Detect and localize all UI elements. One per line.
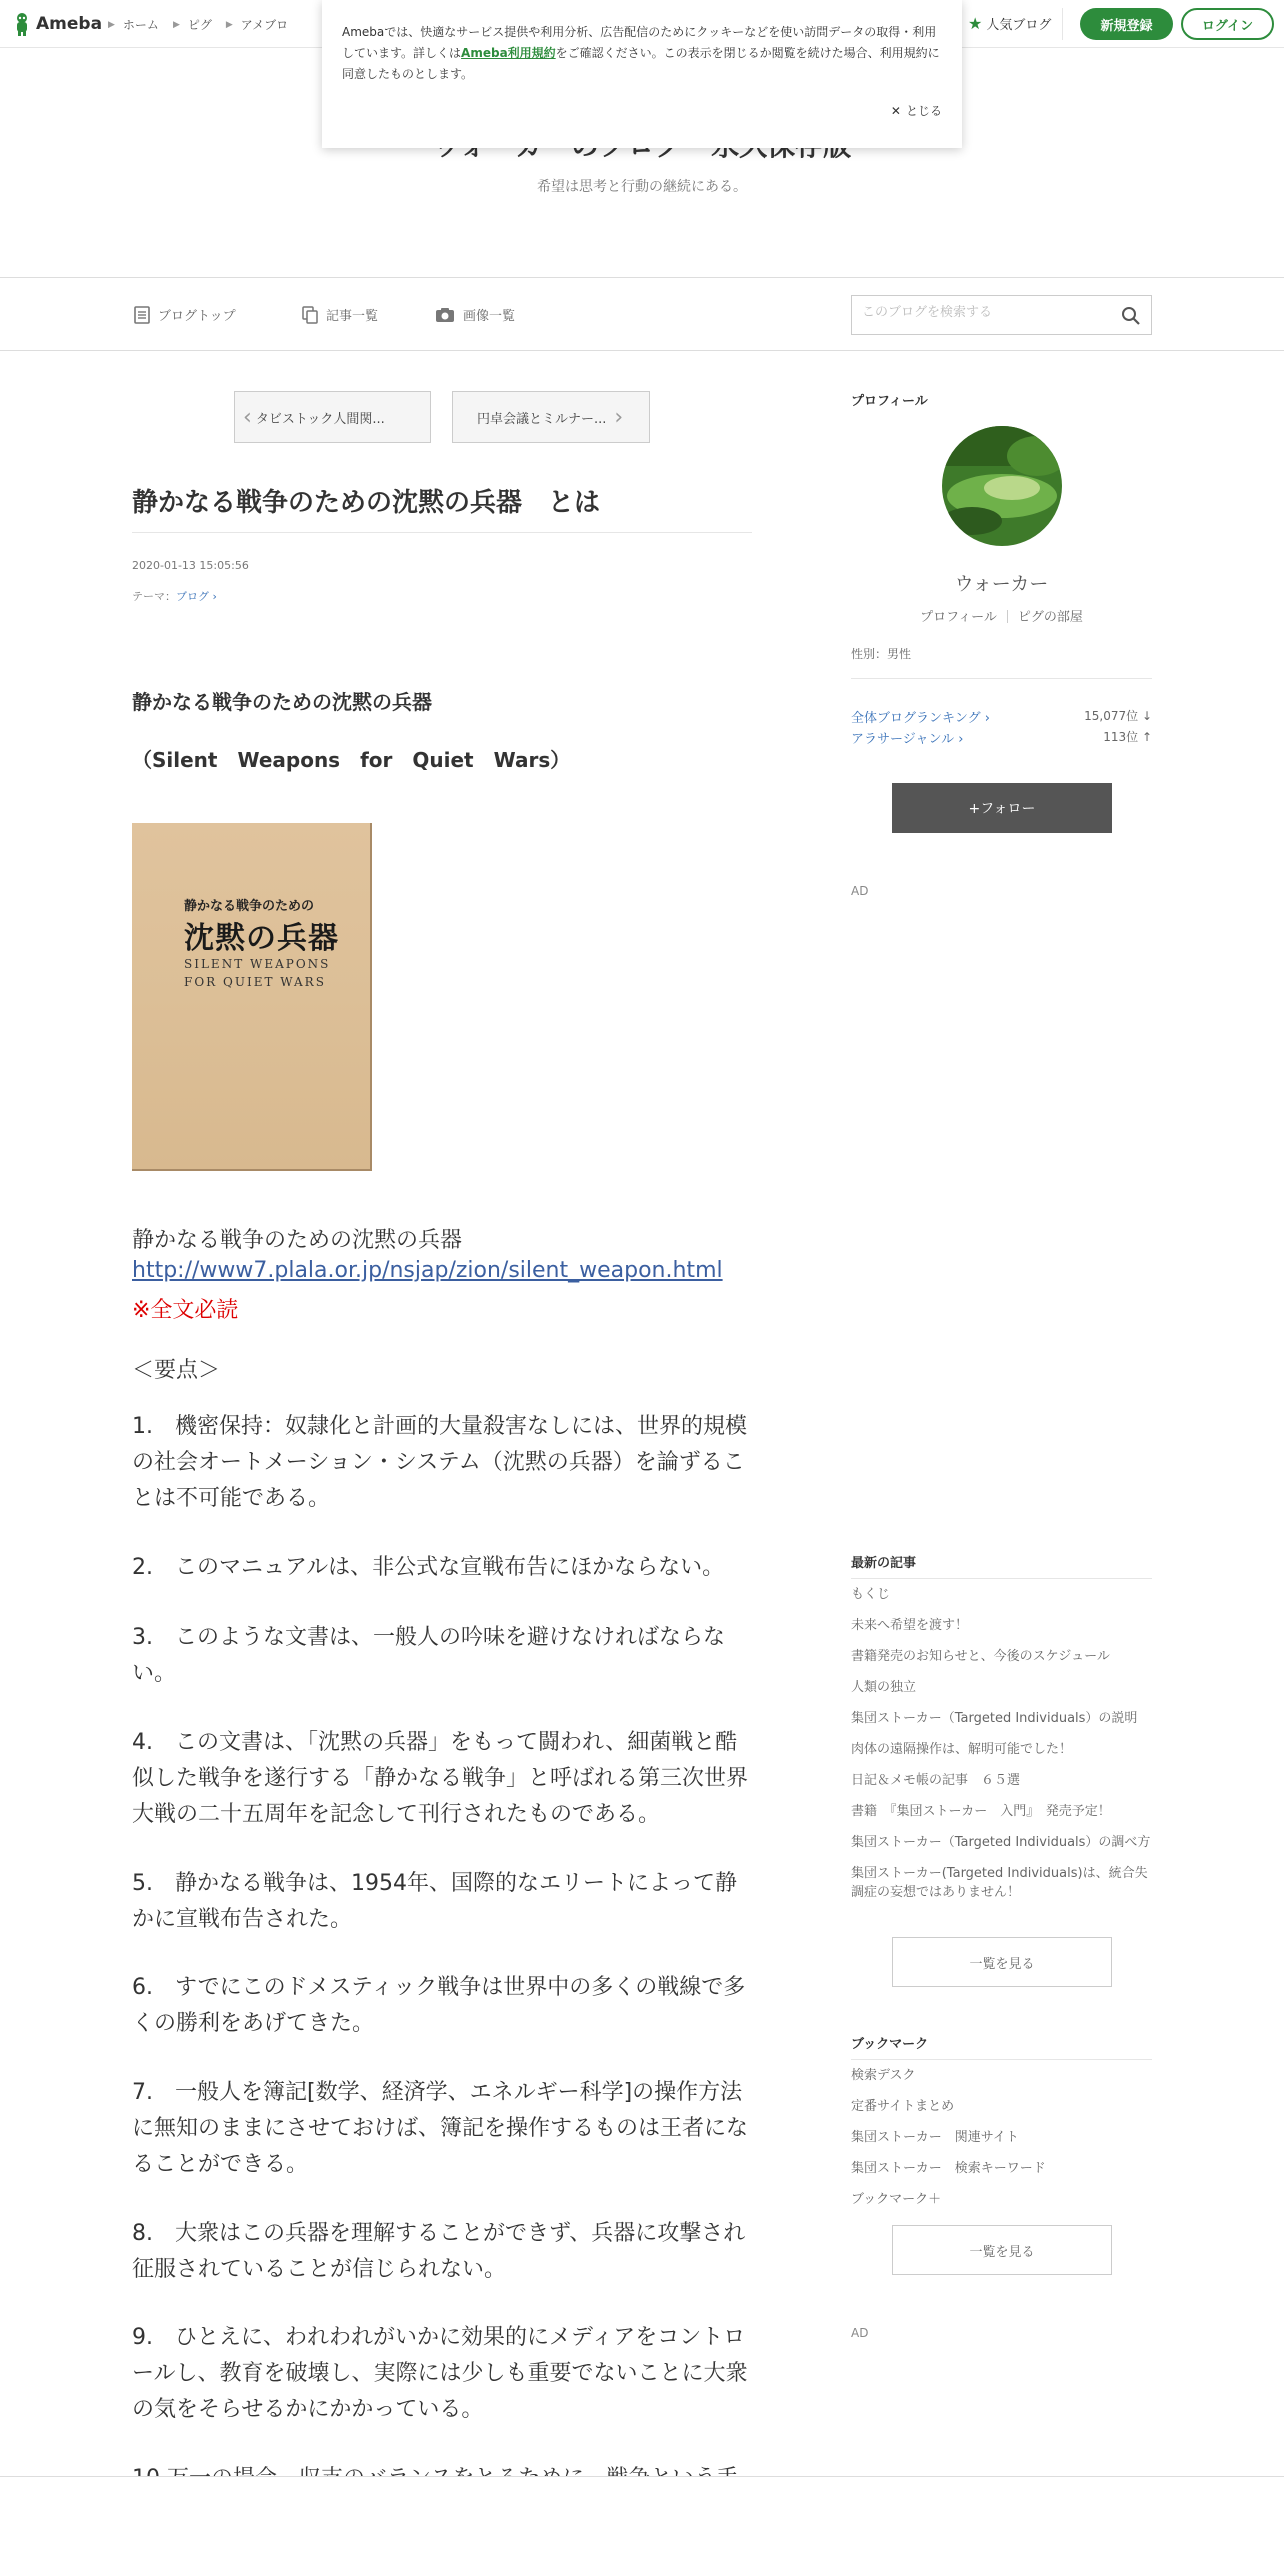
ameba-mascot-icon xyxy=(12,12,32,36)
point-3: 3. このような文書は、一般人の吟味を避けなければならない。 xyxy=(132,1625,725,1686)
ranking-row-genre[interactable]: アラサージャンル › 113位 ↑ xyxy=(851,730,1152,747)
blog-nav xyxy=(0,277,1284,351)
bookmark-heading: ブックマーク xyxy=(851,2037,929,2052)
next-entry-link[interactable]: 円卓会議とミルナー... › xyxy=(452,391,650,443)
latest-entry[interactable]: 未来へ希望を渡す！ xyxy=(851,1618,969,1633)
images-link[interactable]: 画像一覧 xyxy=(435,305,515,324)
point-5: 5. 静かなる戦争は、1954年、国際的なエリートによって静かに宣戦布告された。 xyxy=(132,1871,737,1932)
article-date: 2020-01-13 15:05:56 xyxy=(132,559,249,572)
bookmark-item[interactable]: 定番サイトまとめ xyxy=(851,2099,955,2114)
close-icon: ✕ xyxy=(890,103,901,118)
chevron-right-icon: ▶ xyxy=(172,19,180,30)
latest-entry[interactable]: 人類の独立 xyxy=(851,1680,917,1695)
copy-icon xyxy=(302,306,318,324)
point-4: 4. この文書は、「沈黙の兵器」をもって闘われ、細菌戦と酷似した戦争を遂行する「静かなる戦争」と呼ばれる第三次世界大戦の二十五周年を記念して刊行されたものである。 xyxy=(132,1730,749,1827)
latest-see-all-button[interactable]: 一覧を見る xyxy=(892,1937,1112,1987)
latest-entry[interactable]: 集団ストーカー(Targeted Individuals)は、統合失調症の妄想ではありません！ xyxy=(851,1866,1148,1900)
article-subheading: （Silent Weapons for Quiet Wars） xyxy=(132,748,571,772)
cookie-close-button[interactable]: ✕ とじる xyxy=(890,103,942,118)
divider xyxy=(851,678,1152,679)
divider xyxy=(1062,8,1063,40)
chevron-right-icon: ▶ xyxy=(225,19,233,30)
ameba-logo[interactable] xyxy=(12,12,102,36)
point-7: 7. 一般人を簿記[数学、経済学、エネルギー科学]の操作方法に無知のままにさせておけば、簿記を操作するものは王者になることができる。 xyxy=(132,2080,749,2177)
terms-link[interactable]: Ameba利用規約 xyxy=(461,46,556,60)
bookmark-item[interactable]: 検索デスク xyxy=(851,2068,916,2083)
blog-top-link[interactable]: ブログトップ xyxy=(134,305,236,324)
bookmark-add[interactable]: ブックマーク＋ xyxy=(851,2192,942,2207)
point-1: 1. 機密保持：奴隷化と計画的大量殺害なしには、世界的規模の社会オートメーション・システム（沈黙の兵器）を論ずることは不可能である。 xyxy=(132,1414,747,1511)
book-cover-image[interactable]: 静かなる戦争のための 沈黙の兵器 SILENT WEAPONS FOR QUIET WARS xyxy=(132,823,372,1171)
article-title[interactable]: 静かなる戦争のための沈黙の兵器 とは xyxy=(132,488,601,518)
prev-entry-link[interactable]: ‹ タビストック人間関... xyxy=(234,391,431,443)
profile-name[interactable]: ウォーカー xyxy=(954,573,1049,595)
point-9: 9. ひとえに、われわれがいかに効果的にメディアをコントロールし、教育を破壊し、実際には少しも重要でないことに大衆の気をそらせるかにかかっている。 xyxy=(132,2325,748,2422)
latest-entries-heading: 最新の記事 xyxy=(851,1556,917,1571)
summary-label: ＜要点＞ xyxy=(132,1358,221,1383)
latest-entry[interactable]: 日記＆メモ帳の記事 ６５選 xyxy=(851,1773,1021,1788)
source-link[interactable]: http://www7.plala.or.jp/nsjap/zion/silent_weapon.html xyxy=(132,1258,723,1283)
point-6: 6. すでにこのドメスティック戦争は世界中の多くの戦線で多くの勝利をあげてきた。 xyxy=(132,1975,746,2036)
entries-link[interactable]: 記事一覧 xyxy=(302,305,378,324)
star-icon: ★ xyxy=(968,14,983,33)
article-heading: 静かなる戦争のための沈黙の兵器 xyxy=(132,690,432,714)
bookmark-item[interactable]: 集団ストーカー 検索キーワード xyxy=(851,2161,1046,2176)
profile-link[interactable]: プロフィール xyxy=(920,610,997,625)
ad-label: AD xyxy=(851,884,869,898)
nav-ameblo[interactable]: ▶ アメブロ xyxy=(225,18,289,32)
latest-entry[interactable]: 書籍発売のお知らせと、今後のスケジュール xyxy=(851,1649,1110,1664)
search-icon[interactable] xyxy=(1121,306,1141,326)
divider xyxy=(132,532,752,533)
theme-link[interactable]: ブログ xyxy=(176,590,209,603)
popular-blog-link[interactable]: ★ 人気ブログ xyxy=(968,14,1052,33)
article-theme: テーマ：ブログ › xyxy=(132,590,217,603)
avatar-image xyxy=(942,426,1062,546)
latest-entry[interactable]: 集団ストーカー（Targeted Individuals）の説明 xyxy=(851,1711,1138,1726)
must-read-note: ※全文必読 xyxy=(132,1298,239,1323)
camera-icon xyxy=(435,307,455,323)
bookmark-list xyxy=(851,2066,1152,2221)
divider xyxy=(851,1578,1152,1579)
source-title: 静かなる戦争のための沈黙の兵器 xyxy=(132,1228,463,1253)
divider xyxy=(851,2059,1152,2060)
register-button[interactable]: 新規登録 xyxy=(1080,8,1173,40)
ranking-row-overall[interactable]: 全体ブログランキング › 15,077位 ↓ xyxy=(851,709,1152,726)
bookmark-item[interactable]: 集団ストーカー 関連サイト xyxy=(851,2130,1019,2145)
latest-entry[interactable]: 集団ストーカー（Targeted Individuals）の調べ方 xyxy=(851,1835,1151,1850)
chevron-right-icon: › xyxy=(614,404,624,430)
search-input[interactable] xyxy=(862,305,1112,320)
latest-entry[interactable]: もくじ xyxy=(851,1587,891,1602)
document-icon xyxy=(134,306,150,324)
avatar[interactable] xyxy=(942,426,1062,546)
bookmark-see-all-button[interactable]: 一覧を見る xyxy=(892,2225,1112,2275)
latest-entry[interactable]: 肉体の遠隔操作は、解明可能でした！ xyxy=(851,1742,1073,1757)
ad-label: AD xyxy=(851,2326,869,2340)
nav-home[interactable]: ▶ ホーム xyxy=(108,18,159,32)
logo-text: Ameba xyxy=(36,14,103,34)
profile-links xyxy=(851,606,1152,625)
cookie-notice xyxy=(322,0,962,148)
latest-entry[interactable]: 書籍 『集団ストーカー 入門』 発売予定！ xyxy=(851,1804,1111,1819)
gender: 性別：男性 xyxy=(851,647,912,661)
global-nav xyxy=(104,16,298,33)
blog-search xyxy=(851,295,1152,335)
point-8: 8. 大衆はこの兵器を理解することができず、兵器に攻撃され征服されていることが信じられない。 xyxy=(132,2221,746,2282)
chevron-right-icon: ▶ xyxy=(108,19,115,30)
footer-overlay xyxy=(0,2477,1284,2568)
point-2: 2. このマニュアルは、非公式な宣戦布告にほかならない。 xyxy=(132,1555,725,1580)
chevron-left-icon: ‹ xyxy=(243,404,252,430)
nav-pigg[interactable]: ▶ ピグ xyxy=(172,18,212,32)
login-button[interactable]: ログイン xyxy=(1181,8,1274,40)
pig-room-link[interactable]: ピグの部屋 xyxy=(1017,610,1083,625)
follow-button[interactable]: +フォロー xyxy=(892,783,1112,833)
latest-entries-list xyxy=(851,1585,1152,1914)
blog-description: 希望は思考と行動の継続にある。 xyxy=(537,179,747,195)
profile-heading: プロフィール xyxy=(851,394,928,409)
cookie-notice-text: Amebaでは、快適なサービス提供や利用分析、広告配信のためにクッキーなどを使い訪問データの取得・利用しています。詳しくはAmeba利用規約をご確認ください。この表示を閉じるか閲覧を続けた場合、利用規約に同意したものとします。 xyxy=(342,25,940,81)
